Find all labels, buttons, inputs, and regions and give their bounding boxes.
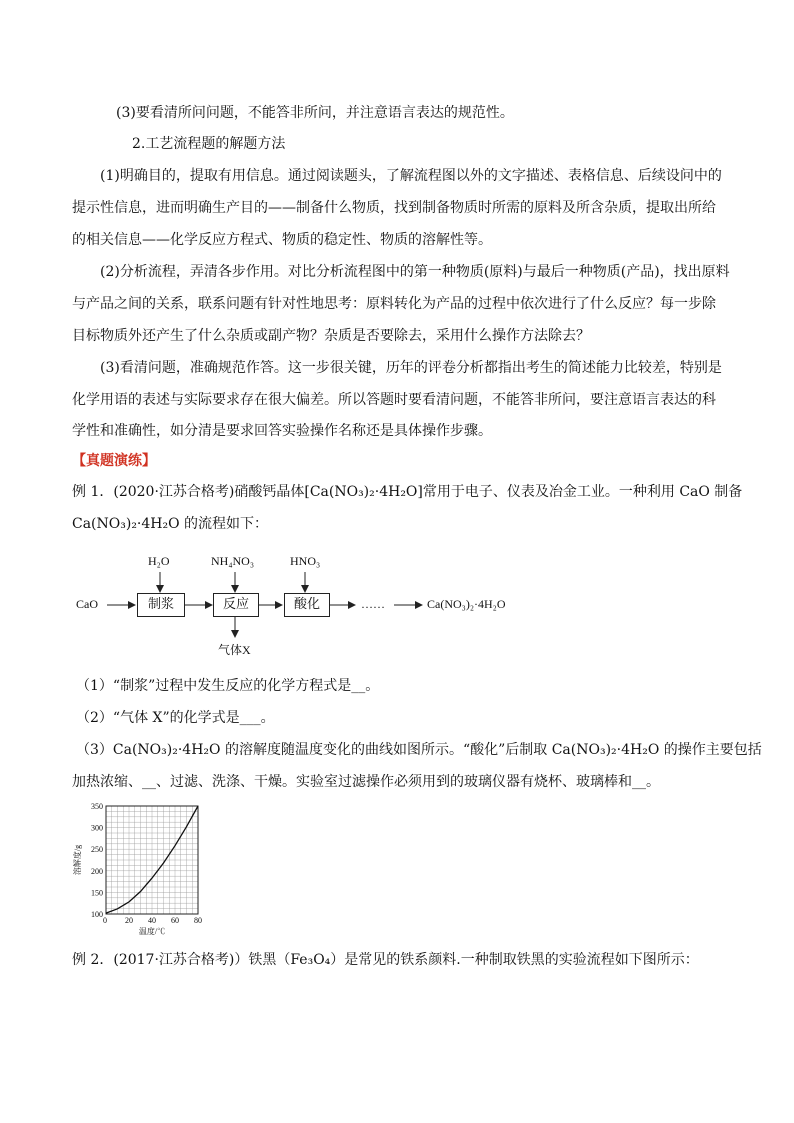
x-tick-label: 20 [125, 916, 133, 925]
y-tick-label: 250 [91, 845, 103, 855]
x-tick-label: 40 [148, 916, 156, 925]
paragraph-line: 与产品之间的关系，联系问题有针对性地思考：原料转化为产品的过程中依次进行了什么反应？每一步除 [72, 296, 716, 312]
x-tick-label: 0 [103, 916, 107, 925]
paragraph-line: 目标物质外还产生了什么杂质或副产物？杂质是否要除去，采用什么操作方法除去？ [72, 328, 590, 344]
section-title: 【真题演练】 [72, 453, 156, 469]
y-axis-label: 溶解度/g [73, 844, 82, 876]
paragraph-line: 提示性信息，进而明确生产目的——制备什么物质，找到制备物质时所需的原料及所含杂质，提取出所给 [72, 200, 716, 216]
paragraph-line: (3)看清问题，准确规范作答。这一步很关键，历年的评卷分析都指出考生的简述能力比较差，特别是 [100, 360, 722, 376]
paragraph-line: 学性和准确性，如分清是要求回答实验操作名称还是具体操作步骤。 [72, 423, 492, 439]
question-3-line2: 加热浓缩、__、过滤、洗涤、干燥。实验室过滤操作必须用到的玻璃仪器有烧杯、玻璃棒和__。 [72, 774, 660, 790]
y-tick-label: 300 [91, 823, 103, 833]
question-2: （2）“气体 X”的化学式是___。 [76, 710, 275, 726]
paragraph-line: (2)分析流程，弄清各步作用。对比分析流程图中的第一种物质(原料)与最后一种物质(产品)，找出原料 [100, 264, 730, 280]
flow-step-acidify: 酸化 [284, 593, 330, 617]
subheading: 2.工艺流程题的解题方法 [132, 136, 286, 152]
y-tick-label: 350 [91, 802, 103, 811]
reagent-ammonium-nitrate: NH₄NO₃ [211, 554, 255, 568]
question-3-line1: （3）Ca(NO₃)₂·4H₂O 的溶解度随温度变化的曲线如图所示。“酸化”后制取 Ca(NO₃)₂·4H₂O 的操作主要包括 [76, 742, 762, 758]
x-tick-label: 80 [194, 916, 202, 925]
paragraph-line: (1)明确目的，提取有用信息。通过阅读题头，了解流程图以外的文字描述、表格信息、后续设问中的 [100, 168, 722, 184]
flow-ellipsis: …… [361, 597, 385, 611]
flow-step-reaction: 反应 [213, 593, 259, 617]
paragraph-line: 化学用语的表述与实际要求存在很大偏差。所以答题时要看清问题，不能答非所问，要注意语言表达的科 [72, 392, 716, 408]
example1-stem: Ca(NO₃)₂·4H₂O 的流程如下： [72, 516, 269, 532]
byproduct-gas-x: 气体X [218, 643, 251, 657]
y-tick-label: 200 [91, 866, 103, 876]
paragraph-line: (3)要看清所问问题，不能答非所问，并注意语言表达的规范性。 [116, 105, 514, 121]
flow-start-label: CaO [76, 597, 98, 611]
x-tick-label: 60 [171, 916, 179, 925]
y-tick-label: 150 [91, 888, 103, 898]
reagent-water: H₂O [148, 554, 170, 568]
y-tick-label: 100 [91, 910, 103, 919]
example2-stem: 例 2．(2017·江苏合格考)）铁黑（Fe₃O₄）是常见的铁系颜料.一种制取铁黑的实验流程如下图所示： [72, 952, 699, 968]
question-1: （1）“制浆”过程中发生反应的化学方程式是__。 [76, 678, 380, 694]
paragraph-line: 的相关信息——化学反应方程式、物质的稳定性、物质的溶解性等。 [72, 232, 492, 248]
solubility-chart [70, 800, 210, 940]
example1-stem: 例 1．(2020·江苏合格考)硝酸钙晶体[Ca(NO₃)₂·4H₂O]常用于电子、仪表及冶金工业。一种利用 CaO 制备 [72, 484, 743, 500]
x-axis-label: 温度/℃ [138, 927, 166, 936]
flow-product-label: Ca(NO₃)₂·4H₂O [427, 597, 506, 611]
flow-step-slurry: 制浆 [137, 593, 185, 617]
reagent-nitric-acid: HNO₃ [290, 554, 321, 568]
